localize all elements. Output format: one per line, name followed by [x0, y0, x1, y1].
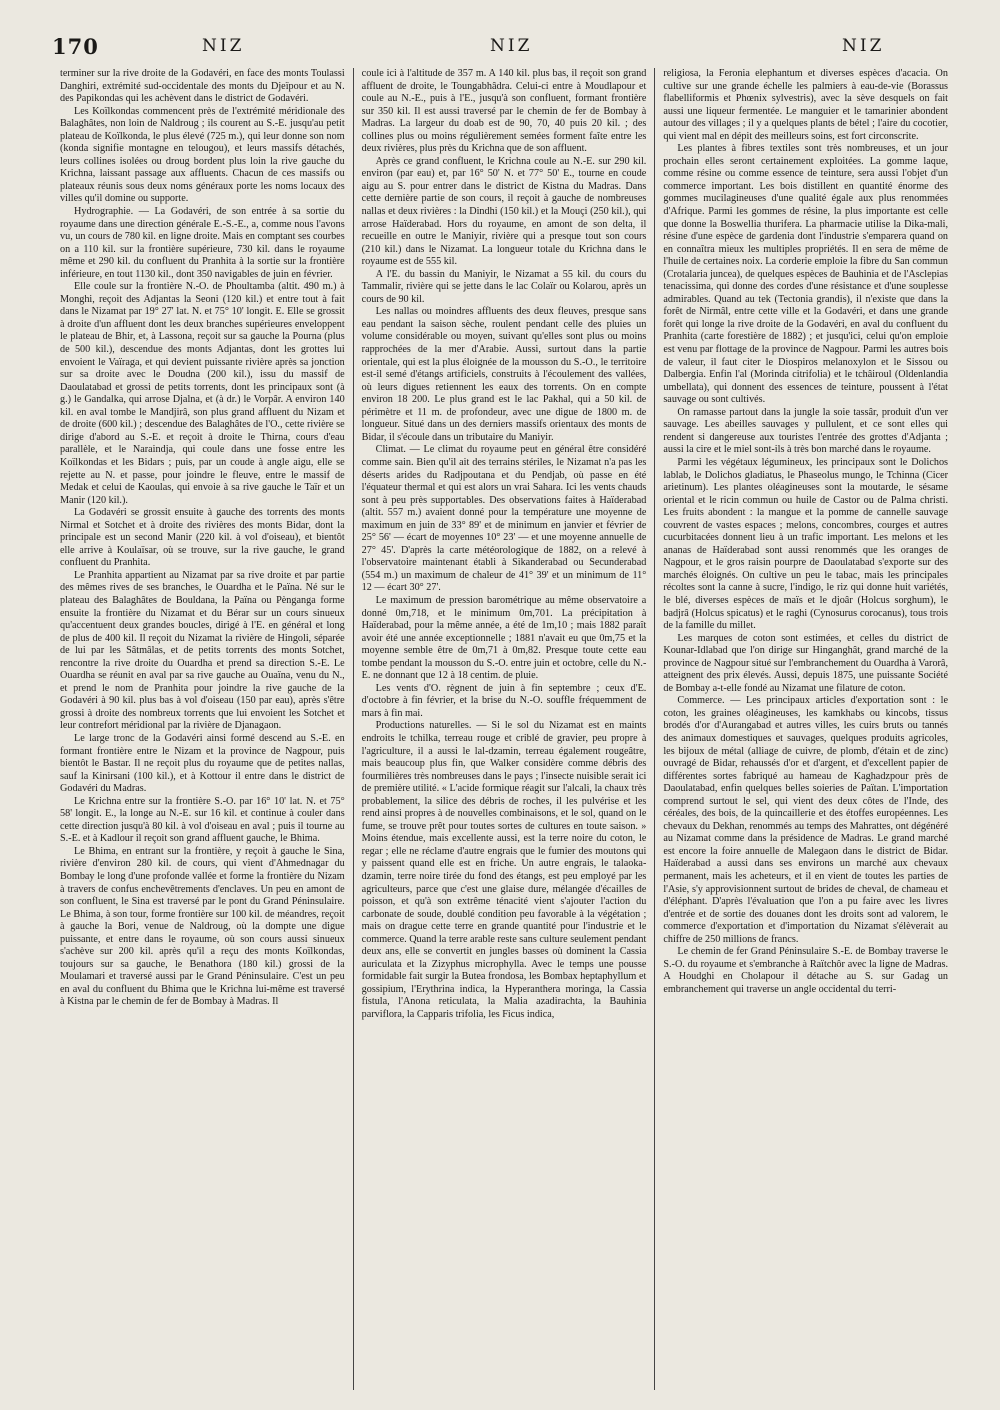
paragraph: terminer sur la rive droite de la Godavéri, en face des monts Toulassi Danghiri, extrémité sud-occidentale des monts du Djeïpour et au N. des Papikondas qui les achèvent dans le district de Godavéri.: [60, 68, 345, 105]
paragraph: Le Pranhita appartient au Nizamat par sa rive droite et par partie des mêmes rives de ses branches, le Ouardha et le Païna. Né sur le plateau des Balaghâtes de Bouldana, la Païna ou Pènganga forme ensuite la frontière du Nizamat et du Bérar sur un cours sinueux qu'accentuent deux grandes boucles, dirigé à l'E. en général et long de plus de 400 kil. Il reçoit du Nizamat la rivière de Hingoli, séparée de lui par les Sâtmâlas, et de petits torrents des monts Sotchet, rencontre la rive droite du Ouardha et prend sa direction S.-E. Le Ouardha se réunit en aval par sa rive gauche au Ouaïna, venu du N., et prend le nom de Pranhita pour joindre la rive gauche de la Godavéri à 90 kil. plus bas à vol d'oiseau (150 par eau), après s'être grossi à droite des nombreux torrents que lui envoient les Sotchet et leur contrefort méridional par la rivière de Djanagaon.: [60, 569, 345, 732]
paragraph: Les plantes à fibres textiles sont très nombreuses, et un jour prochain elles seront certainement exploitées. La gomme laque, comme résine ou comme essence de teinture, sera aussi l'objet d'un commerce important. Les bois distillent en quantité énorme des gommes mucilagineuses d'une qualité égale aux plus renommées d'Afrique. Parmi les gommes de résine, la plus importante est celle que donne la Boswellia thurifera. La pharmacie utilise la Dika-mali, résine d'une espèce de gardenia dont l'industrie s'emparera quand on en connaîtra mieux les multiples propriétés. Il en sera de même de l'huile de certaines noix. La corderie emploie la fibre du San commun (Crotalaria juncea), de quelques espèces de Bauhinia et de l'Asclepias tenacissima, qui donne des cordes d'une résistance et d'une souplesse admirables. Quand au tek (Tectonia grandis), il n'existe que dans la forêt de Nirmâl, entre cette ville et la Godavéri, et dans une grande forêt qui longe la rive droite de la Godavéri, en aval du confluent du Pranhita (carte forestière de 1882) ; et jusqu'ici, celui qu'on emploie est venu par flottage de la province de Nagpour. Parmi les autres bois de valeur, il faut citer le Diospiros melanoxylon et le Sissou ou Dalbergia. Enfin l'al (Morinda citrifolia) et le tchâiroul (Oldenlandia umbellata), qui donnent des essences de teinture, poussent à l'état sauvage ou sont cultivés.: [663, 143, 949, 406]
paragraph: Les vents d'O. règnent de juin à fin septembre ; ceux d'E. d'octobre à fin février, et la brise du N.-O. souffle fréquemment de mars à fin mai.: [361, 682, 647, 719]
paragraph: Le Bhima, en entrant sur la frontière, y reçoit à gauche le Sina, rivière d'environ 280 kil. de cours, qui vient d'Ahmednagar du Bombay le long d'une profonde vallée et forme la frontière du Nizam à travers de confus enchevêtrements d'enclaves. Un peu en amont de son confluent, le Sina est traversé par le pont du Grand Péninsulaire. Le Bhima, à son tour, forme frontière sur 100 kil. de méandres, reçoit à gauche la Bori, venue de Naldroug, où la dompte une digue puissante, et entre dans le royaume, où son cours aussi sinueux s'achève sur 200 kil. après qu'il a reçu des monts Koïlkondas, toujours sur sa gauche, le Benathora (180 kil.) grossi de la Moulamari et traversé aussi par le Grand Péninsulaire. C'est un peu en aval du confluent du Bhima que le Krichna lui-même est traversé à Kistna par le chemin de fer de Bombay à Madras. Il: [60, 845, 345, 1008]
paragraph: Commerce. — Les principaux articles d'exportation sont : le coton, les graines oléagineuses, les kamkhabs ou kincobs, tissus brodés d'or d'Aurangabad et autres villes, les cuirs bruts ou tannés des animaux domestiques et sauvages, quelques produits agricoles, les bijoux de métal (alliage de cuivre, de plomb, d'étain et de zinc) ouvragé de Bidar, rehaussés d'or et d'argent, et d'excellent papier de différentes sortes fabriqué au hameau de Kaghadzpour près de Daoulatabad, enfin quelques belles soieries de Païtan. L'importation comprend surtout le sel, qui vient des deux côtes de l'Inde, des céréales, des bois, de la quincaillerie et des étoffes européennes. Les chevaux du Dekhan, renommés au temps des Mahrattes, ont dégénéré au Nizamat comme dans la présidence de Madras. Le grand marché est encore la foire annuelle de Malegaon dans le district de Bidar. Haïderabad a aussi dans ses environs un marché aux chevaux permanent, mais les acheteurs, et il en vient de toutes les parties de l'Asie, s'y approvisionnent surtout de brides de cheval, de chameau et d'éléphant. D'après l'évaluation que l'on a pu faire avec les livres d'entrée et de sortie des douanes dont les droits sont ad valorem, le commerce d'exportation et d'importation du Nizamat s'élèverait au chiffre de 250 millions de francs.: [663, 695, 949, 945]
paragraph: Le large tronc de la Godavéri ainsi formé descend au S.-E. en formant frontière entre le Nizam et la province de Nagpour, puis bientôt le Bastar. Il ne reçoit plus du royaume que de petites nallas, sauf la Kinirsani (100 kil.), et à Kottour il entre dans le district de Godavéri du Madras.: [60, 732, 345, 795]
running-headword-left: NIZ: [202, 36, 245, 56]
paragraph: La Godavéri se grossit ensuite à gauche des torrents des monts Nirmal et Sotchet et à droite des rivières des monts Bidar, dont la principale est un second Manir (220 kil. à vol d'oiseau), et bientôt elle arrive à Koulaïsar, où se trouve, sur la rive gauche, le grand confluent du Pranhita.: [60, 507, 345, 569]
paragraph: Le Krichna entre sur la frontière S.-O. par 16° 10' lat. N. et 75° 58' longit. E., la longe au N.-E. sur 16 kil. et continue à couler dans cette direction jusqu'à 80 kil. à vol d'oiseau en aval ; puis il tourne au S.-E. et à Kadlour il reçoit son grand affluent gauche, le Bhima.: [60, 795, 345, 845]
paragraph: Productions naturelles. — Si le sol du Nizamat est en maints endroits le tchilka, terreau rouge et criblé de gravier, peu propre à l'agriculture, il a aussi le lal-dzamin, terreau également rougeâtre, mais beaucoup plus fin, que Walker considère comme débris des fourmilières très nombreuses dans le pays ; l'insecte nuisible serait ici de première utilité. « L'acide formique réagit sur l'alcali, la chaux très probablement, la silice des débris de roches, il les pulvérise et les rend ainsi propres à de nouvelles combinaisons, et le sol, quand on le fume, se trouve prêt pour toutes sortes de cultures en toute saison. » Moins étendue, mais excellente aussi, est la terre noire du coton, le regar ; elle ne réclame d'autre engrais que le fumier des moutons qui y paissent quand elle est en friche. Un autre engrais, le talaoka-dzamin, terre noire tirée du fond des étangs, est peu employé par les agriculteurs, parce que c'est une glaise dure, mélangée d'écailles de poisson, et qu'à son extrême ténacité vient s'ajouter l'action du carbonate de soude, doublé condition peu favorable à la végétation ; mais on drague cette terre en grande quantité pour l'industrie et le commerce. Quand la terre arable reste sans culture seulement pendant deux ans, elle se convertit en jungles basses où dominent la Cassia auriculata et la Zizyphus microphylla. Avec le temps une pousse formidable fait surgir la Butea frondosa, les Bombax heptaphyllum et gossipium, l'Erythrina indica, la Hyperanthera moringa, la Cassia fistula, l'Anona reticulata, la Malia azadirachta, la Bauhinia parviflora, la Capparis trifolia, les Ficus indica,: [361, 720, 647, 1021]
running-headword-right: NIZ: [842, 36, 885, 56]
page-number: 170: [52, 34, 99, 59]
page-header: [52, 34, 956, 70]
paragraph: Le chemin de fer Grand Péninsulaire S.-E. de Bombay traverse le S.-O. du royaume et s'embranche à Raïtchôr avec la ligne de Madras. A Houdghi en Cholapour il détache au S. sur Gadag un embranchement qui traverse un angle occidental du terri-: [663, 946, 949, 995]
paragraph: religiosa, la Feronia elephantum et diverses espèces d'acacia. On cultive sur une grande échelle les palmiers à eau-de-vie (Borassus flabelliformis et Phœnix sylvestris), avec la sève desquels on fait aussi une liqueur fermentée. Le manguier et le tamarinier abondent autour des villages ; il y a quelques plants de bétel ; l'aire du cocotier, qui vient mal en dépit des meilleurs soins, est fort circonscrite.: [663, 68, 949, 142]
paragraph: Les nallas ou moindres affluents des deux fleuves, presque sans eau pendant la saison sèche, roulent pendant celle des pluies un volume considérable ou moyen, suivant qu'elles sont plus ou moins rapprochées de la mer d'Arabie. Aussi, surtout dans la partie orientale, qui est la plus éloignée de la mousson du S.-O., le territoire est-il semé d'étangs artificiels, construits à l'écoulement des vallées, où leurs digues retiennent les eaux des torrents. On en compte environ 18 200. Le plus grand est le lac Pakhal, qui a 50 kil. de périmètre et 11 m. de profondeur, avec une digue de 1800 m. de longueur. Situé dans un des derniers massifs orientaux des monts de Bidar, il s'écoule dans un tributaire du Maniyir.: [361, 306, 647, 443]
text-columns: [52, 68, 956, 1390]
paragraph: Les marques de coton sont estimées, et celles du district de Kounar-Idlabad que l'on dirige sur Hinganghât, grand marché de la province de Nagpour situé sur l'embranchement du Ouardha à Varorâ, atteignent des prix élevés. Aussi, depuis 1875, une puissante Société de Bombay a-t-elle fondé au Nizamat une filature de coton.: [663, 632, 949, 694]
paragraph: Le maximum de pression barométrique au même observatoire a donné 0m,718, et le minimum 0m,701. La précipitation à Haïderabad, pour la même année, a été de 1m,10 ; mais 1882 paraît avoir été une année exceptionnelle ; 1881 n'avait eu que 0m,75 et la moyenne semble être de 0m,71 à 0m,82. Presque toute cette eau tombe pendant la mousson du S.-O. entre juin et octobre, celle du N.-E. ne donnant que 12 à 18 centim. de pluie.: [361, 594, 647, 682]
paragraph: Hydrographie. — La Godavéri, de son entrée à sa sortie du royaume dans une direction générale E.-S.-E., a, comme nous l'avons vu, un cours de 780 kil. en ligne droite. Mais en comptant ses courbes on a 110 kil. sur la frontière supérieure, 730 kil. dans le royaume même et 290 kil. du confluent du Pranhita à la sortie sur la frontière inférieure, en tout 1130 kil., dont 350 navigables de juin en février.: [60, 206, 345, 280]
text-column-2: [353, 68, 655, 1390]
running-headword-center: NIZ: [490, 36, 533, 56]
paragraph: A l'E. du bassin du Maniyir, le Nizamat a 55 kil. du cours du Tammalir, rivière qui se jette dans le lac Colaïr ou Kolarou, après un cours de 90 kil.: [361, 268, 647, 305]
paragraph: coule ici à l'altitude de 357 m. A 140 kil. plus bas, il reçoit son grand affluent de droite, le Toungabhâdra. Celui-ci entre à Moudlapour et coule au N.-E., puis à l'E., jusqu'à son confluent, formant frontière sur 350 kil. Il est aussi traversé par le chemin de fer de Bombay à Madras. La largeur du doab est de 90, 70, 40 puis 20 kil. ; des collines plus ou moins régulièrement semées forment faîte entre les deux rivières, plus près du Krichna que de son affluent.: [361, 68, 647, 155]
text-column-3: [654, 68, 956, 1390]
paragraph: Après ce grand confluent, le Krichna coule au N.-E. sur 290 kil. environ (par eau) et, par 16° 50' N. et 77° 50' E., tourne en coude aigu au S. pour entrer dans le district de Kistna du Madras. Dans cette dernière partie de son cours, il reçoit à gauche de nombreuses nallas et deux rivières : la Dindhi (150 kil.) et la Mouçi (250 kil.), qui arrose Haïderabad. Hors du royaume, en amont de son delta, il recueille en outre le Maniyir, rivière qui a presque tout son cours (210 kil.) dans le Nizamat. La longueur totale du Krichna dans le royaume est de 555 kil.: [361, 155, 647, 268]
paragraph: Parmi les végétaux légumineux, les principaux sont le Dolichos lablab, le Dolichos gladiatus, le Phaseolus mungo, le Tchinna (Cicer arietinum). Les plantes oléagineuses sont la moutarde, le sésame oriental et le ricin commun ou huile de Castor ou de Palma christi. Les fruits abondent : la mangue et la pomme de cannelle sauvage couvrent de vastes espaces ; melons, concombres, courges et autres cucurbitacées donnent lieu à un trafic important. Les melons et les ananas de Haïderabad sont aussi renommés que les oranges de Nagpour, et le gros raisin pourpre de Daoulatabad s'exporte sur des marchés éloignés. On cultive un peu le tabac, mais les principales récoltes sont la canne à sucre, l'indigo, le riz qui donne huit variétés, le blé, diverses espèces de maïs et le djoâr (Holcus sorghum), le badjrâ (Holcus spicatus) et le raghi (Cynosurus corocanus), tous trois de la famille du millet.: [663, 456, 949, 632]
paragraph: On ramasse partout dans la jungle la soie tassâr, produit d'un ver sauvage. Les abeilles sauvages y pullulent, et ce sont elles qui rendent si dangereuse aux touristes l'entrée des grottes d'Adjanta ; aussi la cire et le miel sont-ils à très bon marché dans le royaume.: [663, 406, 949, 456]
text-column-1: [52, 68, 353, 1390]
paragraph: Les Koïlkondas commencent près de l'extrémité méridionale des Balaghâtes, non loin de Naldroug ; ils courent au S.-E. jusqu'au petit plateau de Koïlkonda, le plus élevé (725 m.), qui leur donne son nom (konda signifie montagne en telougou), et leurs massifs détachés, leurs collines isolées ou droug bordent plus loin la rive gauche du Krichna, laissant passage aux affluents. Chacun de ces massifs ou plateaux réunis sous deux noms généraux porte les noms locaux des villes qu'il domine ou supporte.: [60, 105, 345, 205]
paragraph: Elle coule sur la frontière N.-O. de Phoultamba (altit. 490 m.) à Monghi, reçoit des Adjantas la Seoni (120 kil.) et entre tout à fait dans le Nizamat par 19° 27' lat. N. et 75° 10' longit. E. Elle se grossit à droite d'un affluent dont les deux branches supérieures enveloppent le plateau de Bhir, et, à Lassona, reçoit sur sa gauche la Pourna (plus de 500 kil.), descendue des monts Adjantas, dont les grottes lui envoient le Vaïraga, et qui devient puissante rivière après sa jonction sur sa droite avec le Doudna (200 kil.), issu du massif de Daoulatabad et grossi de petits torrents, dont les principaux sont (à g.) le Gandalka, qui arrose Djalna, et (à dr.) le Vorpâr. A environ 140 kil. en aval tombe le Mandjirâ, son plus grand affluent du Nizam et de droite (600 kil.) ; descendue des Balaghâtes de l'O., cette rivière se dirige d'abord au S.-E. et reçoit à droite le Thirna, cours d'eau parallèle, et le Naraindja, qui coule dans une fosse entre les Koïlkondas et les Bidars ; puis, par un coude à angle aigu, elle se rejette au N. et passe, pour joindre le fleuve, entre le massif de Medak et celui de Kaoulas, qui envoie à sa rive gauche le Taïr et un Manir (120 kil.).: [60, 281, 345, 506]
paragraph: Climat. — Le climat du royaume peut en général être considéré comme sain. Bien qu'il ait des terrains stériles, le Nizamat n'a pas les déserts arides du Radjpoutana et du Pendjab, où passe en été l'équateur thermal et qui est alors un vrai Sahara. Ici les vents chauds sont à peu près supportables. Des observations faites à Haïderabad (altit. 557 m.) avaient donné pour la température une moyenne de maximum en juin de 33° 89' et de minimum en janvier et février de 25° 56' — écart de moyennes 10° 23' — et une moyenne annuelle de 27° 45'. D'après la carte météorologique de 1882, on a relevé à l'observatoire maintenant établi à Sikanderabad ou Secunderabad (554 m.) un maximum de chaleur de 41° 39' et un minimum de 11° 12 — écart 30° 27'.: [361, 444, 647, 594]
